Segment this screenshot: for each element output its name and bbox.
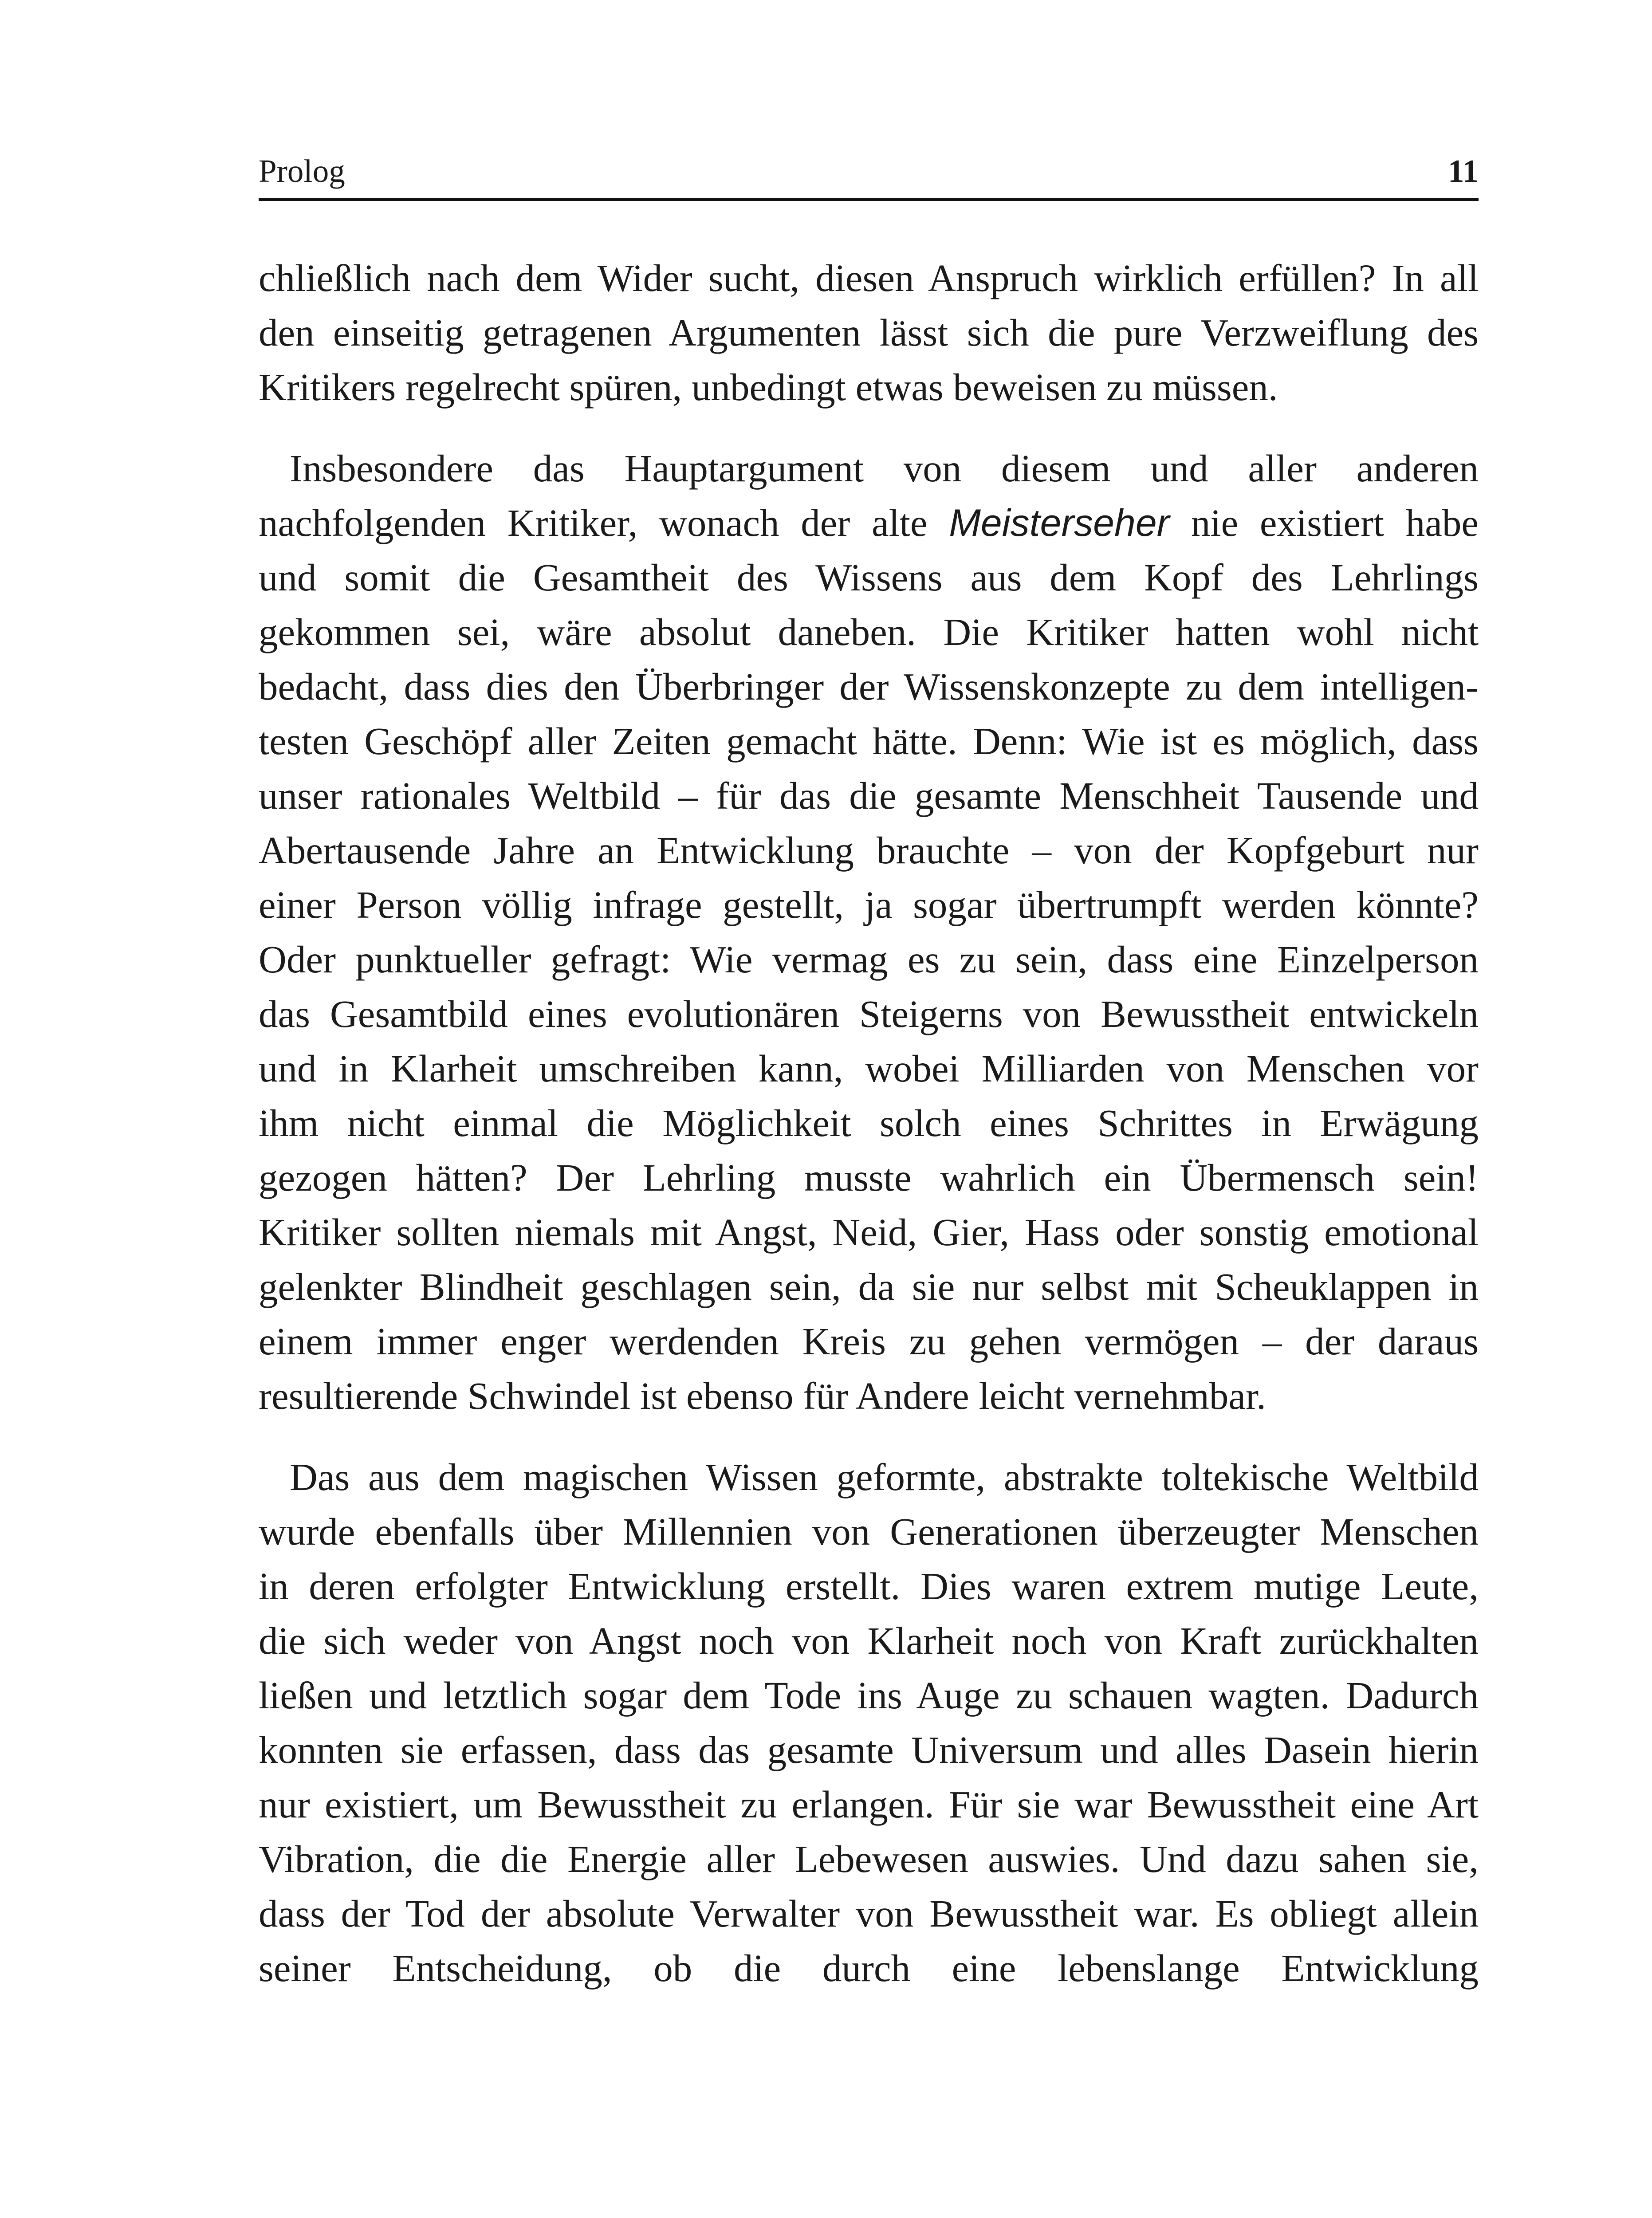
text-line: das Gesamtbild eines evolutionären Steigerns von Bewusstheit entwickeln xyxy=(259,992,1479,1035)
text-line: Das aus dem magischen Wissen geformte, abstrakte toltekische Weltbild xyxy=(290,1455,1479,1498)
page-header xyxy=(259,149,1479,201)
text-line: Insbesondere das Hauptargument von diesem und aller anderen xyxy=(290,447,1479,490)
text-line: einer Person völlig infrage gestellt, ja sogar übertrumpft werden könnte? xyxy=(259,883,1479,926)
paragraph xyxy=(259,441,1479,1423)
text-line: nur existiert, um Bewusstheit zu erlangen. Für sie war Bewusstheit eine Art xyxy=(259,1783,1479,1826)
text-segment: nachfolgenden Kritiker, wonach der alte xyxy=(259,501,949,544)
text-line: ihm nicht einmal die Möglichkeit solch eines Schrittes in Erwägung xyxy=(259,1101,1479,1144)
text-line: und in Klarheit umschreiben kann, wobei Milliarden von Menschen vor xyxy=(259,1047,1479,1090)
text-line: in deren erfolgter Entwicklung erstellt. Dies waren extrem mutige Leute, xyxy=(259,1565,1479,1608)
text-line: gezogen hätten? Der Lehrling musste wahrlich ein Übermensch sein! xyxy=(259,1156,1479,1199)
text-line: Vibration, die die Energie aller Lebewesen auswies. Und dazu sahen sie, xyxy=(259,1837,1479,1880)
text-line: chließlich nach dem Wider sucht, diesen Anspruch wirklich erfüllen? In all xyxy=(259,256,1479,299)
text-line: dass der Tod der absolute Verwalter von Bewusstheit war. Es obliegt allein xyxy=(259,1892,1479,1935)
text-line: seiner Entscheidung, ob die durch eine lebenslange Entwicklung xyxy=(259,1947,1479,1990)
text-line: einem immer enger werdenden Kreis zu gehen vermögen – der daraus xyxy=(259,1320,1479,1363)
text-line: den einseitig getragenen Argumenten lässt sich die pure Verzweiflung des xyxy=(259,311,1479,354)
text-line: die sich weder von Angst noch von Klarheit noch von Kraft zurückhalten xyxy=(259,1619,1479,1662)
text-line: Abertausende Jahre an Entwicklung brauchte – von der Kopfgeburt nur xyxy=(259,829,1479,872)
text-line: und somit die Gesamtheit des Wissens aus dem Kopf des Lehrlings xyxy=(259,556,1479,599)
emphasized-term: Meisterseher xyxy=(949,502,1170,544)
running-title: Prolog xyxy=(259,153,345,189)
text-line: konnten sie erfassen, dass das gesamte Universum und alles Dasein hierin xyxy=(259,1728,1479,1771)
text-line: unser rationales Weltbild – für das die gesamte Menschheit Tausende und xyxy=(259,774,1479,817)
text-line: gekommen sei, wäre absolut daneben. Die Kritiker hatten wohl nicht xyxy=(259,610,1479,653)
text-segment: nie existiert habe xyxy=(1169,501,1479,544)
paragraph xyxy=(259,251,1479,414)
page-number: 11 xyxy=(1448,153,1479,189)
body-text xyxy=(259,251,1479,1995)
text-line: Kritikers regelrecht spüren, unbedingt etwas beweisen zu müssen. xyxy=(259,366,1278,409)
text-line: resultierende Schwindel ist ebenso für Andere leicht vernehmbar. xyxy=(259,1374,1266,1417)
text-line: bedacht, dass dies den Überbringer der Wissenskonzepte zu dem intelligen- xyxy=(259,665,1479,708)
text-line: testen Geschöpf aller Zeiten gemacht hätte. Denn: Wie ist es möglich, dass xyxy=(259,720,1479,763)
text-line xyxy=(259,496,1479,550)
text-line: Oder punktueller gefragt: Wie vermag es zu sein, dass eine Einzelperson xyxy=(259,938,1479,981)
text-line: wurde ebenfalls über Millennien von Generationen überzeugter Menschen xyxy=(259,1510,1479,1553)
text-line: Kritiker sollten niemals mit Angst, Neid, Gier, Hass oder sonstig emotional xyxy=(259,1211,1479,1254)
paragraph xyxy=(259,1450,1479,1995)
text-line: ließen und letztlich sogar dem Tode ins Auge zu schauen wagten. Dadurch xyxy=(259,1674,1479,1717)
text-line: gelenkter Blindheit geschlagen sein, da sie nur selbst mit Scheuklappen in xyxy=(259,1265,1479,1308)
